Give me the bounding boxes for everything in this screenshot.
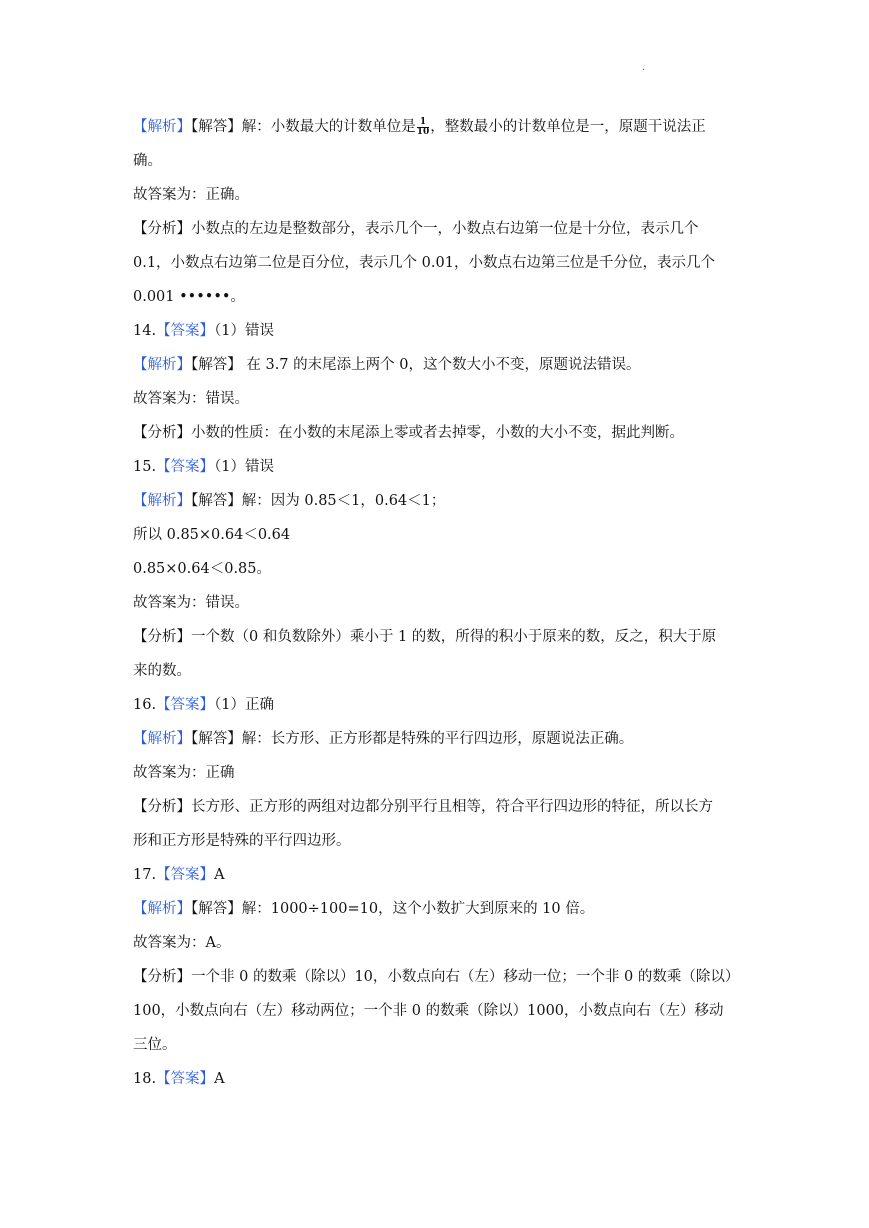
text-line (133, 110, 741, 144)
answer-tag: 【答案】 (156, 867, 215, 883)
text-line (133, 892, 741, 926)
line-text: 0.001 ••••••。 (133, 289, 245, 305)
line-text: 来的数。 (133, 663, 191, 679)
analysis-tag: 【解析】 (133, 119, 191, 135)
line-text: 【分析】小数的性质：在小数的末尾添上零或者去掉零，小数的大小不变，据此判断。 (133, 425, 684, 441)
line-text: A (214, 867, 225, 883)
question-number: 15. (133, 459, 157, 475)
line-text: 【解答】解：长方形、正方形都是特殊的平行四边形，原题说法正确。 (191, 731, 634, 747)
line-text: 【解答】 在 3.7 的末尾添上两个 0，这个数大小不变，原题说法错误。 (191, 357, 641, 373)
text-line (133, 824, 741, 858)
analysis-tag: 【解析】 (133, 901, 191, 917)
text-line (133, 926, 741, 960)
line-text: 【解答】解：1000÷100=10，这个小数扩大到原来的 10 倍。 (191, 901, 595, 917)
line-text: （1）错误 (214, 459, 275, 475)
text-line (133, 790, 741, 824)
line-text: 【分析】小数点的左边是整数部分，表示几个一，小数点右边第一位是十分位，表示几个 (133, 221, 699, 237)
text-line (133, 688, 741, 722)
line-text: 故答案为：错误。 (133, 391, 249, 407)
line-text: 0.85×0.64＜0.85。 (133, 561, 272, 577)
line-text: （1）错误 (214, 323, 275, 339)
question-number: 17. (133, 867, 157, 883)
line-text: 【分析】长方形、正方形的两组对边都分别平行且相等，符合平行四边形的特征，所以长方 (133, 799, 713, 815)
text-line (133, 960, 741, 994)
line-text: 故答案为：正确 (133, 765, 235, 781)
line-text: 【解答】解：小数最大的计数单位是 (191, 119, 416, 135)
line-text: 故答案为：A。 (133, 935, 231, 951)
answer-tag: 【答案】 (156, 459, 215, 475)
text-line (133, 280, 741, 314)
text-line (133, 620, 741, 654)
text-line (133, 552, 741, 586)
line-text: （1）正确 (214, 697, 275, 713)
text-line (133, 348, 741, 382)
text-line (133, 314, 741, 348)
text-line (133, 484, 741, 518)
question-number: 18. (133, 1071, 157, 1087)
text-line (133, 178, 741, 212)
text-line (133, 144, 741, 178)
text-line (133, 858, 741, 892)
line-text: 【分析】一个数（0 和负数除外）乘小于 1 的数，所得的积小于原来的数，反之，积大于原 (133, 629, 717, 645)
text-line (133, 416, 741, 450)
line-text: 【解答】解：因为 0.85＜1，0.64＜1； (191, 493, 446, 509)
text-line (133, 1062, 741, 1096)
line-text-continued: ，整数最小的计数单位是一，原题干说法正 (430, 119, 706, 135)
analysis-tag: 【解析】 (133, 731, 191, 747)
line-text: 形和正方形是特殊的平行四边形。 (133, 833, 351, 849)
analysis-tag: 【解析】 (133, 357, 191, 373)
fraction-denominator: 10 (416, 126, 430, 137)
line-text: 0.1，小数点右边第二位是百分位，表示几个 0.01，小数点右边第三位是千分位，表示几个 (133, 255, 715, 271)
header-dot: . (642, 62, 646, 73)
answer-tag: 【答案】 (156, 1071, 215, 1087)
line-text: 故答案为：错误。 (133, 595, 249, 611)
text-line (133, 586, 741, 620)
text-line (133, 756, 741, 790)
text-line (133, 654, 741, 688)
answer-tag: 【答案】 (156, 697, 215, 713)
line-text: 三位。 (133, 1037, 177, 1053)
text-line (133, 1028, 741, 1062)
fraction (417, 118, 430, 137)
line-text: 100，小数点向右（左）移动两位；一个非 0 的数乘（除以）1000，小数点向右（左）移动 (133, 1003, 724, 1019)
question-number: 14. (133, 323, 157, 339)
line-text: 确。 (133, 153, 162, 169)
text-line (133, 382, 741, 416)
text-line (133, 212, 741, 246)
line-text: 故答案为：正确。 (133, 187, 249, 203)
text-line (133, 518, 741, 552)
text-line (133, 450, 741, 484)
fraction-numerator: 1 (417, 118, 430, 128)
analysis-tag: 【解析】 (133, 493, 191, 509)
text-line (133, 722, 741, 756)
text-line (133, 246, 741, 280)
answer-content (133, 110, 741, 1096)
line-text: 【分析】一个非 0 的数乘（除以）10，小数点向右（左）移动一位；一个非 0 的数乘（除以） (133, 969, 740, 985)
answer-tag: 【答案】 (156, 323, 215, 339)
line-text: 所以 0.85×0.64＜0.64 (133, 527, 291, 543)
line-text: A (214, 1071, 225, 1087)
text-line (133, 994, 741, 1028)
question-number: 16. (133, 697, 157, 713)
